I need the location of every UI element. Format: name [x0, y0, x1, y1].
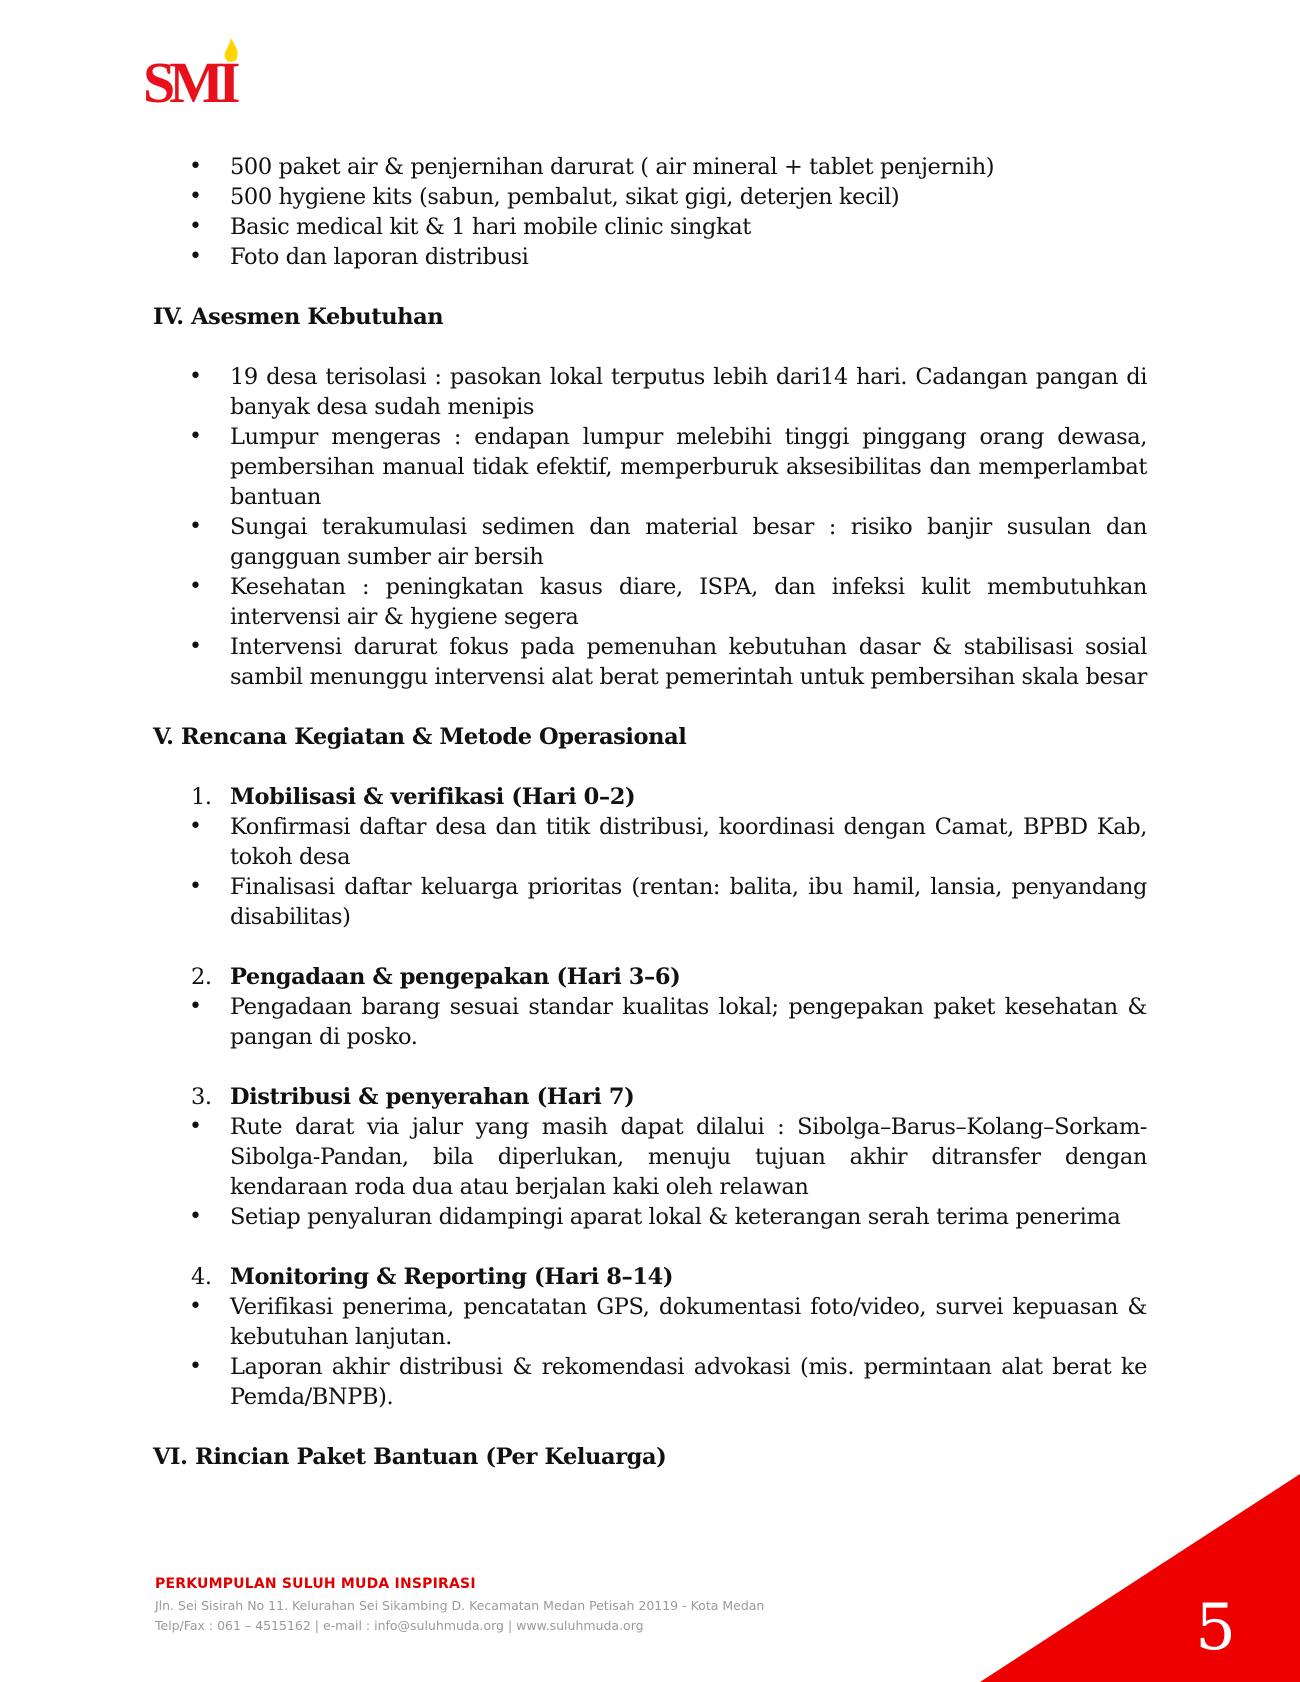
list-item: • Basic medical kit & 1 hari mobile clinic singkat: [153, 212, 1147, 242]
list-item: • Rute darat via jalur yang masih dapat dilalui : Sibolga–Barus–Kolang–Sorkam-Sibolga-Pandan, bila diperlukan, menuju tujuan akhir ditransfer dengan kendaraan roda dua atau berjalan kaki oleh relawan: [153, 1112, 1147, 1202]
list-item: • Foto dan laporan distribusi: [153, 242, 1147, 272]
step-2: [153, 962, 1147, 1052]
step-number: 2.: [191, 964, 212, 990]
list-item: • Kesehatan : peningkatan kasus diare, ISPA, dan infeksi kulit membutuhkan intervensi air & hygiene segera: [153, 572, 1147, 632]
document-body: [153, 152, 1147, 1472]
list-item: • Intervensi darurat fokus pada pemenuhan kebutuhan dasar & stabilisasi sosial sambil menunggu intervensi alat berat pemerintah untuk pembersihan skala besar: [153, 632, 1147, 692]
list-item: • Lumpur mengeras : endapan lumpur melebihi tinggi pinggang orang dewasa, pembersihan manual tidak efektif, memperburuk aksesibilitas dan memperlambat bantuan: [153, 422, 1147, 512]
list-item: • 19 desa terisolasi : pasokan lokal terputus lebih dari14 hari. Cadangan pangan di banyak desa sudah menipis: [153, 362, 1147, 422]
step-title: [153, 782, 1147, 812]
organization-address: Jln. Sei Sisirah No 11. Kelurahan Sei Sikambing D. Kecamatan Medan Petisah 20119 - Kota Medan: [155, 1598, 765, 1613]
organization-name: PERKUMPULAN SULUH MUDA INSPIRASI: [155, 1576, 476, 1592]
step-number: 4.: [191, 1264, 212, 1290]
section-heading-vi: VI. Rincian Paket Bantuan (Per Keluarga): [153, 1444, 667, 1470]
step-title-text: Monitoring & Reporting (Hari 8–14): [230, 1264, 674, 1290]
step-title-text: Mobilisasi & verifikasi (Hari 0–2): [230, 784, 636, 810]
list-item: • Sungai terakumulasi sedimen dan material besar : risiko banjir susulan dan gangguan sumber air bersih: [153, 512, 1147, 572]
step-title-text: Pengadaan & pengepakan (Hari 3–6): [230, 964, 681, 990]
intro-bullet-list: [153, 152, 1147, 272]
step-title: [153, 1262, 1147, 1292]
list-item: • Laporan akhir distribusi & rekomendasi advokasi (mis. permintaan alat berat ke Pemda/BNPB).: [153, 1352, 1147, 1412]
section-heading-iv: IV. Asesmen Kebutuhan: [153, 304, 444, 330]
corner-triangle: [980, 1474, 1300, 1682]
list-item: • Setiap penyaluran didampingi aparat lokal & keterangan serah terima penerima: [153, 1202, 1147, 1232]
list-item: • Verifikasi penerima, pencatatan GPS, dokumentasi foto/video, survei kepuasan & kebutuhan lanjutan.: [153, 1292, 1147, 1352]
organization-contact: Telp/Fax : 061 – 4515162 | e-mail : info@suluhmuda.org | www.suluhmuda.org: [155, 1618, 644, 1633]
needs-assessment-list: [153, 362, 1147, 692]
list-item: • Konfirmasi daftar desa dan titik distribusi, koordinasi dengan Camat, BPBD Kab, tokoh desa: [153, 812, 1147, 872]
section-heading-v: V. Rencana Kegiatan & Metode Operasional: [153, 724, 687, 750]
list-item: • 500 paket air & penjernihan darurat ( air mineral + tablet penjernih): [153, 152, 1147, 182]
step-4: [153, 1262, 1147, 1412]
step-1: [153, 782, 1147, 932]
list-item: • 500 hygiene kits (sabun, pembalut, sikat gigi, deterjen kecil): [153, 182, 1147, 212]
step-title-text: Distribusi & penyerahan (Hari 7): [230, 1084, 635, 1110]
list-item: • Pengadaan barang sesuai standar kualitas lokal; pengepakan paket kesehatan & pangan di posko.: [153, 992, 1147, 1052]
step-title: [153, 1082, 1147, 1112]
logo-text: SMI: [143, 50, 235, 108]
step-3: [153, 1082, 1147, 1232]
page-footer: [155, 1576, 764, 1636]
step-number: 3.: [191, 1084, 212, 1110]
page-number: 5: [1195, 1591, 1236, 1665]
step-number: 1.: [191, 784, 212, 810]
smi-logo: [143, 36, 253, 108]
step-title: [153, 962, 1147, 992]
list-item: • Finalisasi daftar keluarga prioritas (rentan: balita, ibu hamil, lansia, penyandang disabilitas): [153, 872, 1147, 932]
